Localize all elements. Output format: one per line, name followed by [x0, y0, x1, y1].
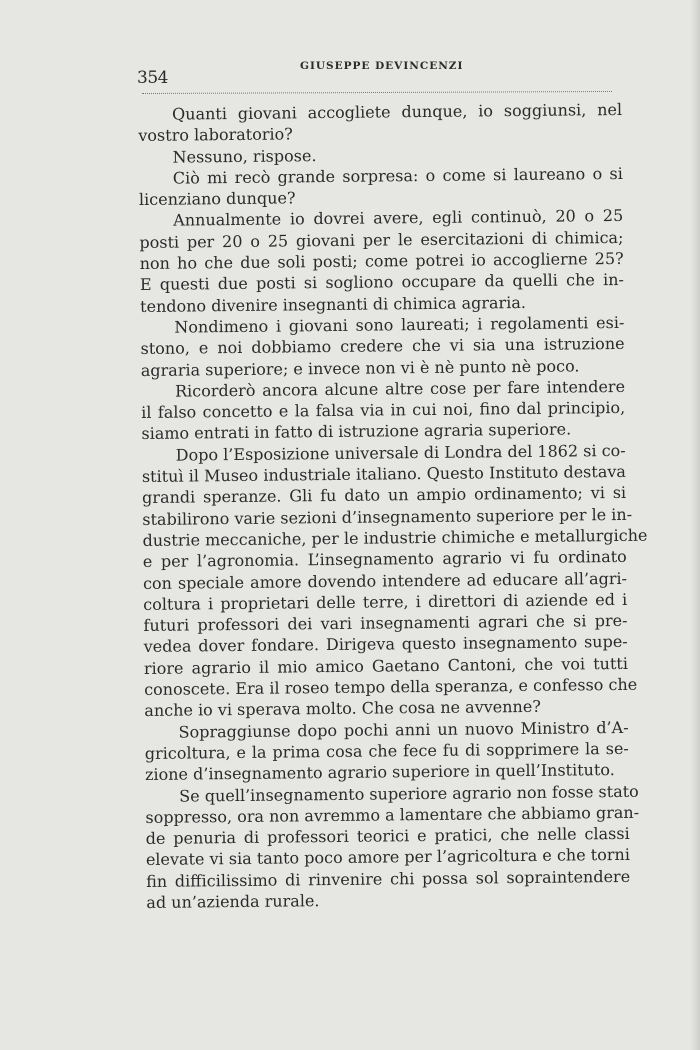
- text-line: ad un’azienda rurale.: [146, 891, 320, 912]
- text-line: Annualmente io dovrei avere, egli continuò, 20 o 25: [173, 206, 624, 231]
- text-line: con speciale amore dovendo intendere ad educare all’agri-: [142, 568, 628, 593]
- text-line: Nessuno, rispose.: [172, 145, 317, 167]
- text-line: vostro laboratorio?: [138, 124, 293, 146]
- header-rule: [142, 91, 612, 94]
- text-line: posti per 20 o 25 giovani per le esercitazioni di chimica;: [139, 227, 624, 252]
- text-line: gricoltura, e la prima cosa che fece fu di sopprimere la se-: [144, 738, 629, 763]
- text-line: coltura i proprietari delle terre, i direttori di aziende ed i: [143, 589, 628, 614]
- text-line: Ricorderò ancora alcune altre cose per fare intendere: [174, 376, 626, 401]
- text-line: Quanti giovani accogliete dunque, io soggiunsi, nel: [172, 99, 623, 124]
- text-line: riore agrario il mio amico Gaetano Cantoni, che voi tutti: [143, 653, 628, 678]
- text-line: anche io vi sperava molto. Che cosa ne avvenne?: [144, 697, 541, 721]
- page-edge-shadow: [690, 0, 700, 1050]
- text-line: Nondimeno i giovani sono laureati; i regolamenti esi-: [174, 312, 625, 337]
- text-line: stituì il Museo industriale italiano. Questo Instituto destava: [141, 461, 626, 487]
- text-line: de penuria di professori teorici e pratici, che nelle classi: [145, 823, 630, 849]
- text-line: non ho che due soli posti; come potrei io accoglierne 25?: [139, 249, 624, 274]
- text-line: agraria superiore; e invece non vi è nè punto nè poco.: [140, 355, 580, 380]
- text-line: vedea dover fondare. Dirigeva questo insegnamento supe-: [143, 632, 628, 657]
- text-line: tendono divenire insegnanti di chimica agraria.: [140, 292, 526, 316]
- text-line: Ciò mi recò grande sorpresa: o come si laureano o si: [172, 163, 623, 188]
- text-line: fin difficilissimo di rinvenire chi possa sol sopraintendere: [146, 866, 631, 891]
- page-number: 354: [137, 68, 168, 88]
- text-line: il falso concetto e la falsa via in cui noi, fino dal principio,: [141, 398, 626, 423]
- text-line: siamo entrati in fatto di istruzione agraria superiore.: [141, 419, 572, 444]
- text-line: conoscete. Era il roseo tempo della speranza, e confesso che: [144, 674, 638, 699]
- text-line: licenziano dunque?: [138, 188, 296, 210]
- text-line: zione d’insegnamento agrario superiore in quell’Instituto.: [144, 760, 615, 785]
- text-line: Se quell’insegnamento superiore agrario non fosse stato: [179, 781, 639, 806]
- text-line: stabilirono varie sezioni d’insegnamento superiore per le in-: [142, 504, 633, 529]
- text-line: stono, e noi dobbiamo credere che vi sia una istruzione: [140, 334, 625, 359]
- running-head: GIUSEPPE DEVINCENZI: [300, 60, 464, 72]
- text-line: dustrie meccaniche, per le industrie chimiche e metallurgiche: [142, 525, 648, 550]
- text-line: E questi due posti si sogliono occupare da quelli che in-: [139, 270, 624, 295]
- text-line: soppresso, ora non avremmo a lamentare che abbiamo gran-: [145, 802, 640, 827]
- text-line: elevate vi sia tanto poco amore per l’agricoltura e che torni: [145, 845, 630, 870]
- text-line: futuri professori dei vari insegnamenti agrari che si pre-: [143, 611, 628, 636]
- text-line: Dopo l’Esposizione universale di Londra del 1862 si co-: [175, 440, 626, 465]
- body-text: [138, 99, 648, 913]
- text-line: grandi speranze. Gli fu dato un ampio ordinamento; vi si: [142, 483, 627, 508]
- text-line: Sopraggiunse dopo pochi anni un nuovo Ministro d’A-: [178, 717, 629, 742]
- text-line: e per l’agronomia. L’insegnamento agrario vi fu ordinato: [142, 547, 627, 572]
